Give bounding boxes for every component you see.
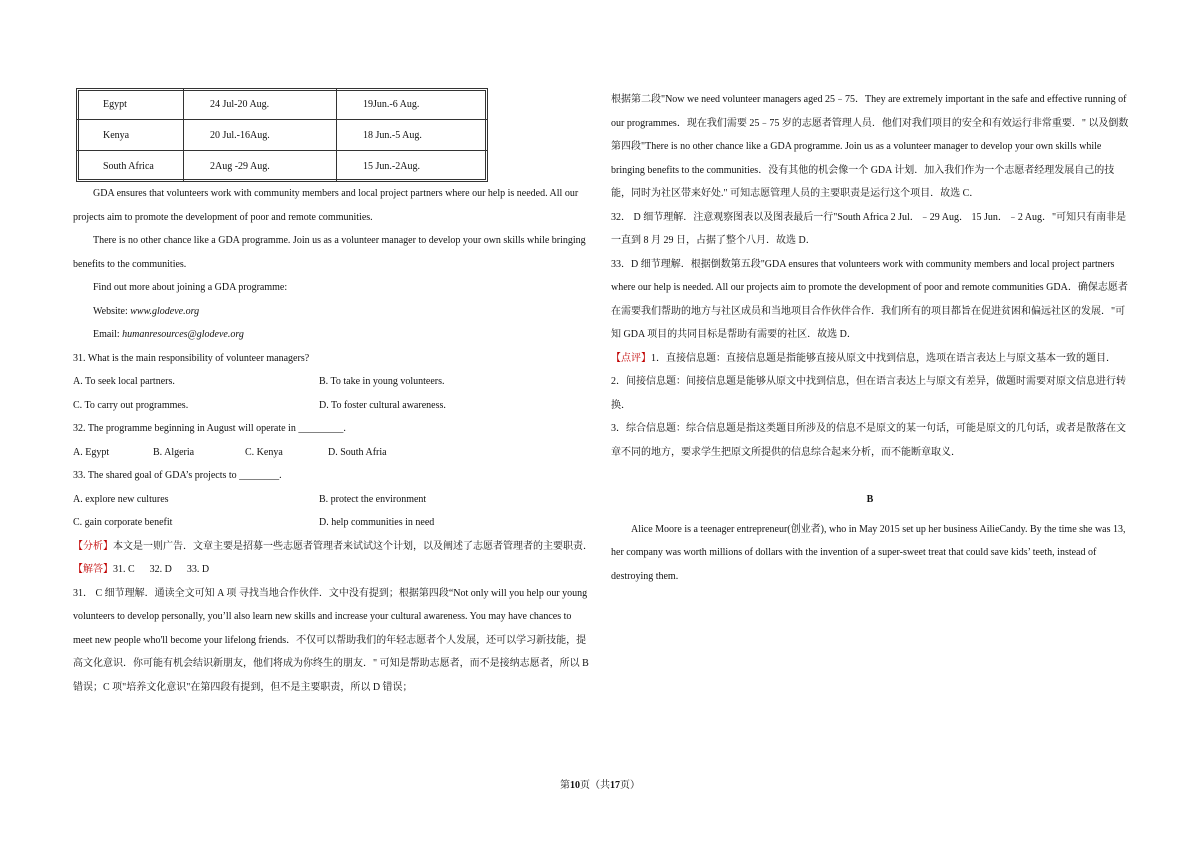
explanation-32: 32． D 细节理解．注意观察图表以及图表最后一行"South Africa 2 Jul．﹣29 Aug． 15 Jun．﹣2 Aug．"可知只有南非是一直到 8 月 29 日，占据了整个八月．故选 D． [611, 211, 1127, 246]
answer-tag: 【解答】 [73, 564, 113, 575]
question-33-options [73, 511, 593, 535]
table-row [77, 151, 488, 182]
passage-b: Alice Moore is a teenager entrepreneur(创业者), who in May 2015 set up her business AilieCandy. By the time she was 13, her company was worth millions of dollars with the invention of a super-sweet treat that could save kids’ teeth, instead of destroying them. [611, 523, 1126, 582]
paragraph: Find out more about joining a GDA programme: [93, 282, 288, 293]
table-cell: 24 Jul-20 Aug. [184, 89, 337, 120]
option-d: D. South Afria [328, 446, 387, 458]
table-cell: 15 Jun.-2Aug. [337, 151, 488, 182]
table-cell: Egypt [77, 89, 184, 120]
comment-tag: 【点评】 [611, 352, 651, 364]
question-31-options [73, 394, 593, 418]
table-cell: 2Aug -29 Aug. [184, 151, 337, 182]
paragraph: GDA ensures that volunteers work with community members and local project partners where our help is needed. All our projects aim to promote the development of poor and remote communities. [73, 188, 579, 223]
option-c: C. gain corporate benefit [73, 517, 173, 528]
section-heading: B [866, 494, 874, 505]
answer [73, 558, 593, 582]
table-cell: 20 Jul.-16Aug. [184, 120, 337, 151]
question-31: 31. What is the main responsibility of volunteer managers? [73, 352, 310, 364]
question-32: 32. The programme beginning in August will operate in _________. [73, 423, 346, 434]
footer-mid: 页（共 [580, 780, 610, 791]
option-b: B. Algeria [153, 446, 195, 458]
page-footer [0, 776, 1200, 791]
comment-3: 3．综合信息题：综合信息题是指这类题目所涉及的信息不是原文的某一句话，可能是原文的几句话，或者是散落在文章不同的地方，要求学生把原文所提供的信息综合起来分析，而不能断章取义． [611, 423, 1126, 458]
option-a: A. To seek local partners. [73, 376, 175, 387]
option-b: B. To take in young volunteers. [319, 376, 445, 387]
option-b: B. protect the environment [319, 493, 427, 505]
email-link[interactable]: humanresources@glodeve.org [122, 329, 244, 340]
table-cell: Kenya [77, 120, 184, 151]
analysis [73, 535, 593, 559]
table-row [77, 89, 488, 120]
schedule-table [76, 88, 488, 182]
paragraph: There is no other chance like a GDA programme. Join us as a volunteer manager to develop your own skills while bringing benefits to the communities. [73, 235, 586, 270]
explanation-31-cont: 根据第二段"Now we need volunteer managers aged 25﹣75．They are extremely important in the safe and effective running of our programmes．现在我们需要 25﹣75 岁的志愿者管理人员．他们对我们项目的安全和有效运行非常重要．" 以及倒数第四段"There is no other chance like a GDA programme. Join us as a volunteer manager to develop your own skills while bringing benefits to the communities．没有其他的机会像一个 GDA 计划．加入我们作为一个志愿者经理发展自己的技能，同时为社区带来好处." 可知志愿管理人员的主要职责是运行这个项目．故选 C． [611, 94, 1129, 199]
email-label: Email: [93, 329, 123, 340]
option-c: C. Kenya [245, 446, 283, 458]
explanation-31: 31． C 细节理解．通读全文可知 A 项 寻找当地合作伙伴．文中没有提到；根据第四段“Not only will you help our young volunteers to develop personally, you’ll also learn new skills and increase your cultural awareness. You may have chances to meet new people who'll become your lifelong friends．不仅可以帮助我们的年轻志愿者个人发展，还可以学习新技能，提高文化意识．你可能有机会结识新朋友，他们将成为你终生的朋友．" 可知是帮助志愿者，而不是接纳志愿者，所以 B 错误；C 项"培养文化意识"在第四段有提到，但不是主要职责，所以 D 错误； [73, 587, 589, 693]
question-32-options [73, 441, 593, 465]
analysis-text: 本文是一则广告．文章主要是招募一些志愿者管理者来试试这个计划，以及阐述了志愿者管理者的主要职责． [113, 540, 593, 552]
table-row [77, 120, 488, 151]
website-label: Website: [93, 305, 131, 317]
table-cell: South Africa [77, 151, 184, 182]
comment-2: 2．间接信息题：间接信息题是能够从原文中找到信息，但在语言表达上与原文有差异，做题时需要对原文信息进行转换． [611, 376, 1126, 411]
explanation-33: 33．D 细节理解．根据倒数第五段"GDA ensures that volunteers work with community members and local project partners where our help is needed. All our projects aim to promote the development of poor and remote communities GDA．确保志愿者在需要我们帮助的地方与社区成员和当地项目合作伙伴合作．我们所有的项目都旨在促进贫困和偏远社区的发展．"可知 GDA 项目的共同目标是帮助有需要的社区．故选 D． [611, 258, 1128, 340]
table-cell: 19Jun.-6 Aug. [337, 89, 488, 120]
option-c: C. To carry out programmes. [73, 399, 189, 411]
question-33: 33. The shared goal of GDA’s projects to ________. [73, 470, 282, 481]
footer-post: 页） [620, 780, 640, 791]
table-cell: 18 Jun.-5 Aug. [337, 120, 488, 151]
answer-text: 31. C 32. D 33. D [113, 564, 210, 575]
question-31-options [73, 370, 593, 394]
page-total: 17 [610, 780, 620, 791]
option-a: A. explore new cultures [73, 493, 169, 505]
analysis-tag: 【分析】 [73, 540, 113, 552]
website-line [73, 300, 593, 324]
option-d: D. help communities in need [319, 517, 435, 528]
option-a: A. Egypt [73, 446, 110, 458]
right-column [611, 88, 1129, 588]
footer-pre: 第 [560, 780, 570, 791]
comment-text: 1．直接信息题：直接信息题是指能够直接从原文中找到信息，选项在语言表达上与原文基本一致的题目． [651, 352, 1116, 364]
question-33-options [73, 488, 593, 512]
left-column [73, 88, 593, 699]
website-link[interactable]: www.glodeve.org [130, 305, 200, 317]
email-line [73, 323, 593, 347]
comment [611, 347, 1129, 371]
option-d: D. To foster cultural awareness. [319, 399, 446, 411]
page-number: 10 [570, 780, 580, 791]
